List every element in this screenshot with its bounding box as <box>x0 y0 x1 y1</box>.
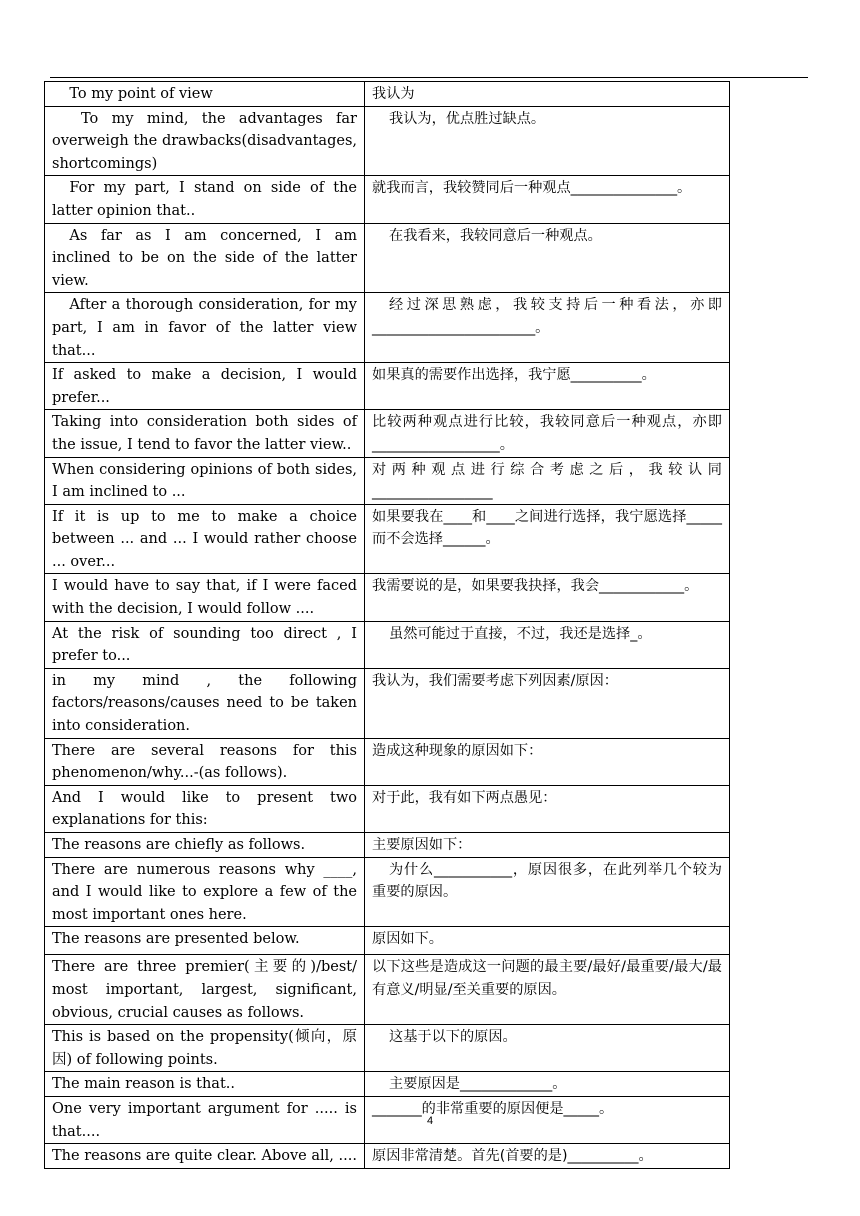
chinese-translation: 对于此，我有如下两点愚见： <box>365 785 730 832</box>
english-phrase: If asked to make a decision, I would prefer... <box>45 363 365 410</box>
english-phrase: One very important argument for ..... is that.... <box>45 1096 365 1143</box>
chinese-translation: 我认为 <box>365 82 730 107</box>
table-row <box>45 82 730 107</box>
english-phrase: If it is up to me to make a choice between ... and ... I would rather choose ... over... <box>45 504 365 574</box>
table-row <box>45 504 730 574</box>
table-row <box>45 1025 730 1072</box>
table-row <box>45 1072 730 1097</box>
chinese-translation: 我认为，优点胜过缺点。 <box>365 106 730 176</box>
chinese-translation: 为什么___________，原因很多，在此列举几个较为重要的原因。 <box>365 857 730 927</box>
table-row <box>45 1144 730 1169</box>
phrase-table <box>44 81 730 1169</box>
english-phrase: For my part, I stand on side of the latter opinion that.. <box>45 176 365 223</box>
table-row <box>45 621 730 668</box>
table-row <box>45 363 730 410</box>
english-phrase: To my mind, the advantages far overweigh the drawbacks(disadvantages, shortcomings) <box>45 106 365 176</box>
header-rule <box>50 77 808 78</box>
chinese-translation: 原因非常清楚。首先(首要的是)__________。 <box>365 1144 730 1169</box>
chinese-translation: 在我看来，我较同意后一种观点。 <box>365 223 730 293</box>
table-row <box>45 668 730 738</box>
chinese-translation: 主要原因如下： <box>365 833 730 858</box>
chinese-translation: 经过深思熟虑，我较支持后一种看法，亦即_______________________。 <box>365 293 730 363</box>
chinese-translation: 原因如下。 <box>365 927 730 955</box>
english-phrase: The main reason is that.. <box>45 1072 365 1097</box>
english-phrase: in my mind , the following factors/reasons/causes need to be taken into consideration. <box>45 668 365 738</box>
chinese-translation: 比较两种观点进行比较，我较同意后一种观点，亦即__________________。 <box>365 410 730 457</box>
english-phrase: After a thorough consideration, for my part, I am in favor of the latter view that... <box>45 293 365 363</box>
english-phrase: To my point of view <box>45 82 365 107</box>
english-phrase: There are three premier(主要的)/best/ most important, largest, significant, obvious, crucial causes as follows. <box>45 955 365 1025</box>
chinese-translation: 如果真的需要作出选择，我宁愿__________。 <box>365 363 730 410</box>
table-row <box>45 574 730 621</box>
chinese-translation: 这基于以下的原因。 <box>365 1025 730 1072</box>
chinese-translation: 以下这些是造成这一问题的最主要/最好/最重要/最大/最有意义/明显/至关重要的原因。 <box>365 955 730 1025</box>
chinese-translation: 我认为，我们需要考虑下列因素/原因： <box>365 668 730 738</box>
english-phrase: When considering opinions of both sides, I am inclined to ... <box>45 457 365 504</box>
table-row <box>45 457 730 504</box>
english-phrase: There are several reasons for this phenomenon/why...-(as follows). <box>45 738 365 785</box>
table-row <box>45 955 730 1025</box>
phrase-table-body <box>45 82 730 1169</box>
page-number: 4 <box>426 1115 434 1127</box>
english-phrase: The reasons are chiefly as follows. <box>45 833 365 858</box>
table-row <box>45 785 730 832</box>
table-row <box>45 293 730 363</box>
table-row <box>45 176 730 223</box>
chinese-translation: 就我而言，我较赞同后一种观点_______________。 <box>365 176 730 223</box>
chinese-translation: _______的非常重要的原因便是_____。 <box>365 1096 730 1143</box>
english-phrase: There are numerous reasons why ____, and I would like to explore a few of the most important ones here. <box>45 857 365 927</box>
english-phrase: This is based on the propensity(倾向，原因) of following points. <box>45 1025 365 1072</box>
english-phrase: And I would like to present two explanations for this: <box>45 785 365 832</box>
table-row <box>45 410 730 457</box>
table-row <box>45 106 730 176</box>
chinese-translation: 虽然可能过于直接，不过，我还是选择_。 <box>365 621 730 668</box>
table-row <box>45 223 730 293</box>
english-phrase: The reasons are presented below. <box>45 927 365 955</box>
english-phrase: The reasons are quite clear. Above all, .... <box>45 1144 365 1169</box>
table-row <box>45 927 730 955</box>
chinese-translation: 主要原因是_____________。 <box>365 1072 730 1097</box>
chinese-translation: 造成这种现象的原因如下： <box>365 738 730 785</box>
table-row <box>45 857 730 927</box>
english-phrase: As far as I am concerned, I am inclined to be on the side of the latter view. <box>45 223 365 293</box>
table-row <box>45 833 730 858</box>
english-phrase: I would have to say that, if I were faced with the decision, I would follow .... <box>45 574 365 621</box>
table-row <box>45 738 730 785</box>
chinese-translation: 我需要说的是，如果要我抉择，我会____________。 <box>365 574 730 621</box>
english-phrase: Taking into consideration both sides of the issue, I tend to favor the latter view.. <box>45 410 365 457</box>
chinese-translation: 对两种观点进行综合考虑之后，我较认同_________________ <box>365 457 730 504</box>
english-phrase: At the risk of sounding too direct , I prefer to... <box>45 621 365 668</box>
chinese-translation: 如果要我在____和____之间进行选择，我宁愿选择_____而不会选择______。 <box>365 504 730 574</box>
